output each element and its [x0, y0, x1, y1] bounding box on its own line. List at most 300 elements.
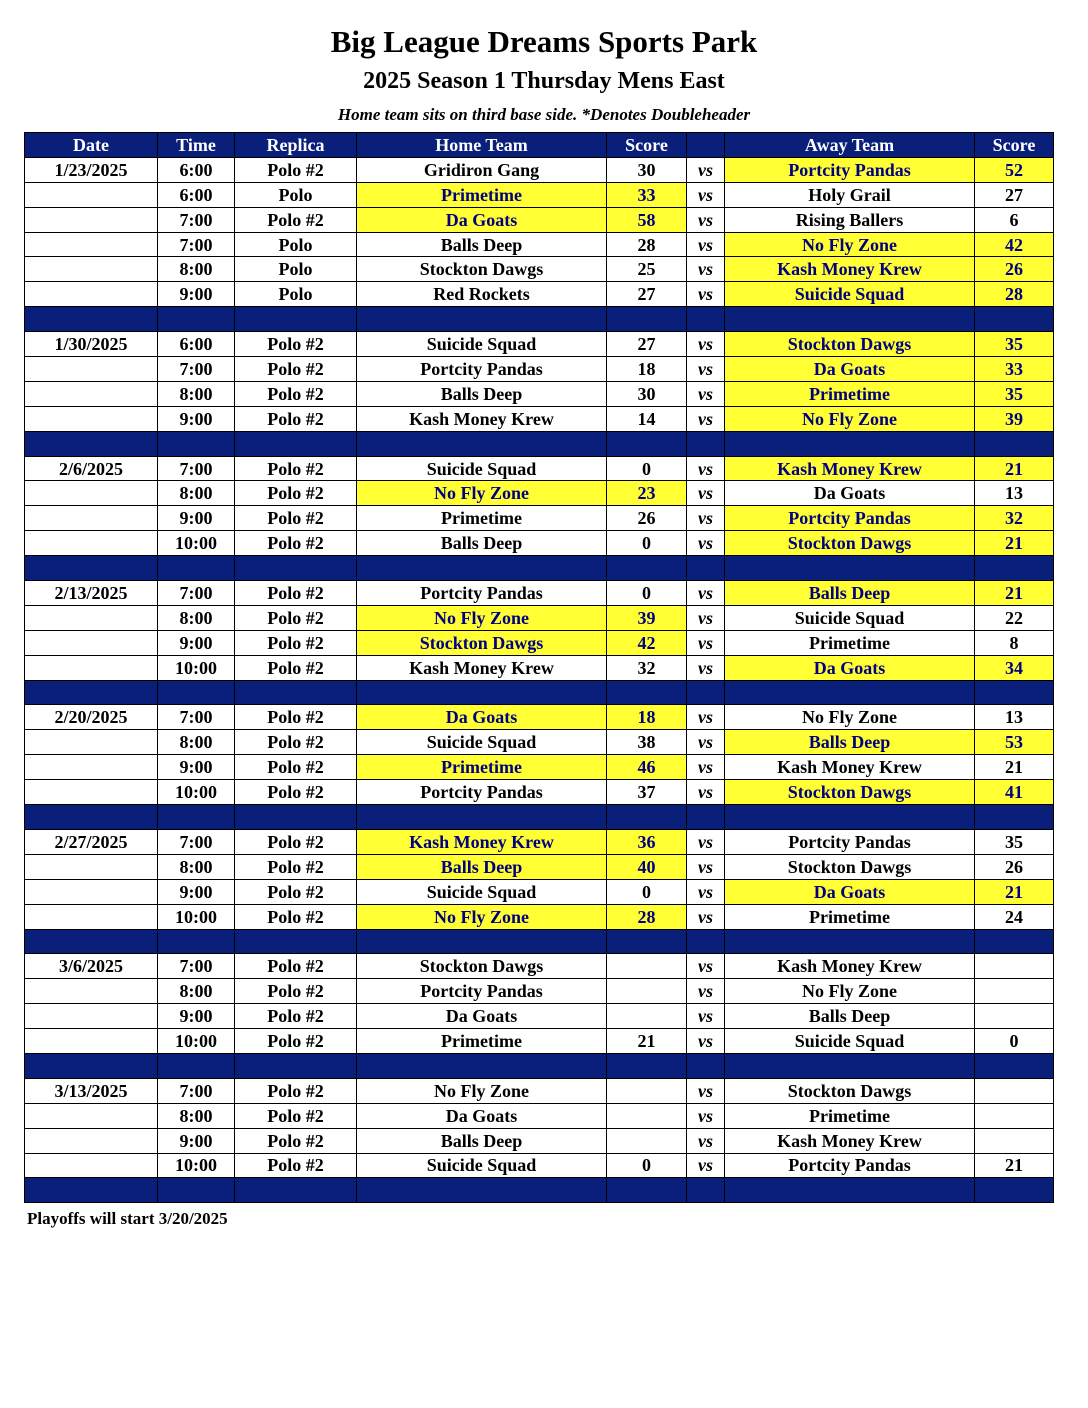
time-cell: 8:00 — [158, 1103, 235, 1128]
time-cell: 7:00 — [158, 954, 235, 979]
separator-cell — [357, 1053, 607, 1078]
column-header-time: Time — [158, 133, 235, 158]
vs-cell: vs — [687, 954, 725, 979]
away-team-cell: Balls Deep — [725, 1004, 975, 1029]
away-score-cell: 53 — [975, 730, 1054, 755]
date-cell — [25, 257, 158, 282]
separator-cell — [357, 929, 607, 954]
date-cell: 1/30/2025 — [25, 332, 158, 357]
separator-cell — [357, 1178, 607, 1203]
separator-cell — [607, 431, 687, 456]
vs-cell: vs — [687, 904, 725, 929]
time-cell: 8:00 — [158, 854, 235, 879]
table-row — [25, 655, 1054, 680]
table-row — [25, 381, 1054, 406]
column-header-date: Date — [25, 133, 158, 158]
separator-cell — [607, 556, 687, 581]
separator-cell — [235, 1178, 357, 1203]
away-team-cell: No Fly Zone — [725, 705, 975, 730]
separator-cell — [25, 431, 158, 456]
time-cell: 9:00 — [158, 1004, 235, 1029]
separator-cell — [687, 680, 725, 705]
schedule-table — [24, 132, 1054, 1203]
date-cell — [25, 904, 158, 929]
away-score-cell: 32 — [975, 506, 1054, 531]
replica-cell: Polo #2 — [235, 954, 357, 979]
away-score-cell: 8 — [975, 630, 1054, 655]
home-team-cell: Balls Deep — [357, 854, 607, 879]
home-score-cell: 28 — [607, 232, 687, 257]
away-team-cell: Stockton Dawgs — [725, 531, 975, 556]
date-cell — [25, 357, 158, 382]
home-team-cell: Portcity Pandas — [357, 979, 607, 1004]
separator-cell — [975, 929, 1054, 954]
away-team-cell: Da Goats — [725, 879, 975, 904]
replica-cell: Polo — [235, 182, 357, 207]
away-team-cell: Primetime — [725, 630, 975, 655]
home-score-cell: 0 — [607, 531, 687, 556]
replica-cell: Polo #2 — [235, 357, 357, 382]
date-cell — [25, 531, 158, 556]
separator-cell — [975, 1178, 1054, 1203]
table-row — [25, 755, 1054, 780]
separator-cell — [687, 929, 725, 954]
away-team-cell: No Fly Zone — [725, 232, 975, 257]
separator-cell — [357, 307, 607, 332]
away-team-cell: Da Goats — [725, 655, 975, 680]
table-row — [25, 630, 1054, 655]
separator-cell — [607, 680, 687, 705]
table-row — [25, 182, 1054, 207]
date-cell: 2/13/2025 — [25, 581, 158, 606]
date-cell: 3/13/2025 — [25, 1078, 158, 1103]
vs-cell: vs — [687, 605, 725, 630]
home-score-cell: 58 — [607, 207, 687, 232]
away-team-cell: Portcity Pandas — [725, 829, 975, 854]
time-cell: 9:00 — [158, 282, 235, 307]
time-cell: 9:00 — [158, 406, 235, 431]
home-team-cell: Red Rockets — [357, 282, 607, 307]
replica-cell: Polo #2 — [235, 904, 357, 929]
separator-cell — [25, 680, 158, 705]
away-score-cell: 6 — [975, 207, 1054, 232]
separator-cell — [607, 307, 687, 332]
replica-cell: Polo #2 — [235, 207, 357, 232]
separator-cell — [975, 680, 1054, 705]
away-score-cell: 24 — [975, 904, 1054, 929]
home-team-cell: Balls Deep — [357, 381, 607, 406]
table-row — [25, 1029, 1054, 1054]
vs-cell: vs — [687, 257, 725, 282]
replica-cell: Polo #2 — [235, 1103, 357, 1128]
week-separator-row — [25, 307, 1054, 332]
home-team-cell: No Fly Zone — [357, 481, 607, 506]
home-team-cell: Balls Deep — [357, 232, 607, 257]
away-score-cell — [975, 954, 1054, 979]
date-cell — [25, 481, 158, 506]
away-team-cell: Kash Money Krew — [725, 257, 975, 282]
week-separator-row — [25, 805, 1054, 830]
away-team-cell: Portcity Pandas — [725, 506, 975, 531]
replica-cell: Polo #2 — [235, 381, 357, 406]
separator-cell — [25, 1178, 158, 1203]
time-cell: 10:00 — [158, 655, 235, 680]
home-score-cell: 18 — [607, 357, 687, 382]
separator-cell — [158, 1178, 235, 1203]
date-cell: 2/20/2025 — [25, 705, 158, 730]
separator-cell — [235, 1053, 357, 1078]
time-cell: 8:00 — [158, 730, 235, 755]
date-cell — [25, 1103, 158, 1128]
table-row — [25, 456, 1054, 481]
replica-cell: Polo #2 — [235, 406, 357, 431]
home-score-cell: 21 — [607, 1029, 687, 1054]
home-team-cell: Primetime — [357, 1029, 607, 1054]
home-team-cell: Gridiron Gang — [357, 157, 607, 182]
week-separator-row — [25, 1178, 1054, 1203]
vs-cell: vs — [687, 1128, 725, 1153]
home-team-cell: Suicide Squad — [357, 730, 607, 755]
separator-cell — [607, 1178, 687, 1203]
away-team-cell: Stockton Dawgs — [725, 332, 975, 357]
home-score-cell: 0 — [607, 581, 687, 606]
replica-cell: Polo #2 — [235, 630, 357, 655]
home-score-cell: 0 — [607, 456, 687, 481]
table-row — [25, 1103, 1054, 1128]
time-cell: 8:00 — [158, 481, 235, 506]
separator-cell — [25, 1053, 158, 1078]
separator-cell — [235, 805, 357, 830]
time-cell: 6:00 — [158, 182, 235, 207]
replica-cell: Polo #2 — [235, 332, 357, 357]
time-cell: 9:00 — [158, 755, 235, 780]
home-score-cell: 27 — [607, 332, 687, 357]
time-cell: 8:00 — [158, 257, 235, 282]
away-score-cell: 21 — [975, 531, 1054, 556]
date-cell — [25, 207, 158, 232]
separator-cell — [158, 431, 235, 456]
separator-cell — [25, 556, 158, 581]
home-team-cell: No Fly Zone — [357, 904, 607, 929]
time-cell: 7:00 — [158, 232, 235, 257]
away-score-cell: 26 — [975, 854, 1054, 879]
home-score-cell: 39 — [607, 605, 687, 630]
table-row — [25, 1078, 1054, 1103]
separator-cell — [975, 1053, 1054, 1078]
away-score-cell: 27 — [975, 182, 1054, 207]
week-separator-row — [25, 1053, 1054, 1078]
separator-cell — [975, 307, 1054, 332]
date-cell — [25, 1153, 158, 1178]
separator-cell — [357, 431, 607, 456]
away-team-cell: Kash Money Krew — [725, 1128, 975, 1153]
separator-cell — [357, 556, 607, 581]
table-row — [25, 954, 1054, 979]
away-score-cell: 21 — [975, 755, 1054, 780]
separator-cell — [357, 805, 607, 830]
separator-cell — [725, 929, 975, 954]
replica-cell: Polo #2 — [235, 605, 357, 630]
time-cell: 9:00 — [158, 879, 235, 904]
vs-cell: vs — [687, 879, 725, 904]
replica-cell: Polo #2 — [235, 581, 357, 606]
replica-cell: Polo #2 — [235, 755, 357, 780]
date-cell — [25, 1029, 158, 1054]
separator-cell — [687, 556, 725, 581]
away-team-cell: No Fly Zone — [725, 979, 975, 1004]
home-score-cell: 42 — [607, 630, 687, 655]
home-score-cell — [607, 1004, 687, 1029]
vs-cell: vs — [687, 730, 725, 755]
home-team-cell: Suicide Squad — [357, 456, 607, 481]
column-header-vs — [687, 133, 725, 158]
vs-cell: vs — [687, 481, 725, 506]
replica-cell: Polo — [235, 257, 357, 282]
separator-cell — [607, 929, 687, 954]
separator-cell — [725, 556, 975, 581]
separator-cell — [158, 805, 235, 830]
time-cell: 10:00 — [158, 1029, 235, 1054]
separator-cell — [235, 556, 357, 581]
vs-cell: vs — [687, 182, 725, 207]
away-score-cell: 35 — [975, 829, 1054, 854]
time-cell: 6:00 — [158, 157, 235, 182]
time-cell: 7:00 — [158, 1078, 235, 1103]
vs-cell: vs — [687, 705, 725, 730]
replica-cell: Polo #2 — [235, 481, 357, 506]
table-row — [25, 481, 1054, 506]
table-row — [25, 829, 1054, 854]
separator-cell — [607, 1053, 687, 1078]
table-row — [25, 357, 1054, 382]
separator-cell — [975, 805, 1054, 830]
away-team-cell: Balls Deep — [725, 581, 975, 606]
separator-cell — [725, 680, 975, 705]
playoffs-note: Playoffs will start 3/20/2025 — [27, 1209, 228, 1228]
home-team-cell: No Fly Zone — [357, 605, 607, 630]
date-cell — [25, 854, 158, 879]
table-row — [25, 506, 1054, 531]
time-cell: 7:00 — [158, 207, 235, 232]
away-team-cell: Rising Ballers — [725, 207, 975, 232]
away-score-cell: 33 — [975, 357, 1054, 382]
date-cell — [25, 232, 158, 257]
table-row — [25, 780, 1054, 805]
home-team-cell: Stockton Dawgs — [357, 630, 607, 655]
vs-cell: vs — [687, 381, 725, 406]
away-score-cell: 21 — [975, 1153, 1054, 1178]
vs-cell: vs — [687, 1004, 725, 1029]
separator-cell — [725, 1178, 975, 1203]
home-score-cell — [607, 979, 687, 1004]
vs-cell: vs — [687, 406, 725, 431]
date-cell — [25, 1128, 158, 1153]
separator-cell — [725, 1053, 975, 1078]
separator-cell — [687, 431, 725, 456]
home-score-cell: 23 — [607, 481, 687, 506]
away-score-cell: 13 — [975, 481, 1054, 506]
date-cell — [25, 979, 158, 1004]
separator-cell — [158, 680, 235, 705]
home-score-cell: 0 — [607, 879, 687, 904]
away-team-cell: Da Goats — [725, 357, 975, 382]
time-cell: 9:00 — [158, 630, 235, 655]
column-header-replica: Replica — [235, 133, 357, 158]
date-cell: 2/6/2025 — [25, 456, 158, 481]
table-row — [25, 1153, 1054, 1178]
schedule-note: Home team sits on third base side. *Denotes Doubleheader — [337, 105, 751, 124]
home-score-cell: 27 — [607, 282, 687, 307]
home-score-cell — [607, 1078, 687, 1103]
schedule-body — [25, 157, 1054, 1202]
away-team-cell: Holy Grail — [725, 182, 975, 207]
away-team-cell: Kash Money Krew — [725, 755, 975, 780]
vs-cell: vs — [687, 581, 725, 606]
page-subtitle: 2025 Season 1 Thursday Mens East — [363, 68, 725, 94]
away-team-cell: Da Goats — [725, 481, 975, 506]
away-score-cell: 21 — [975, 456, 1054, 481]
time-cell: 10:00 — [158, 1153, 235, 1178]
replica-cell: Polo #2 — [235, 506, 357, 531]
column-header-away-team: Away Team — [725, 133, 975, 158]
page-title: Big League Dreams Sports Park — [330, 24, 758, 59]
replica-cell: Polo #2 — [235, 979, 357, 1004]
vs-cell: vs — [687, 207, 725, 232]
home-score-cell: 30 — [607, 381, 687, 406]
column-header-home-team: Home Team — [357, 133, 607, 158]
away-score-cell: 26 — [975, 257, 1054, 282]
separator-cell — [235, 307, 357, 332]
separator-cell — [607, 805, 687, 830]
table-row — [25, 1128, 1054, 1153]
home-score-cell: 40 — [607, 854, 687, 879]
away-team-cell: Portcity Pandas — [725, 1153, 975, 1178]
date-cell — [25, 506, 158, 531]
home-team-cell: Primetime — [357, 755, 607, 780]
away-score-cell — [975, 979, 1054, 1004]
away-team-cell: Kash Money Krew — [725, 456, 975, 481]
home-team-cell: Primetime — [357, 506, 607, 531]
separator-cell — [235, 929, 357, 954]
week-separator-row — [25, 556, 1054, 581]
time-cell: 9:00 — [158, 506, 235, 531]
vs-cell: vs — [687, 282, 725, 307]
table-row — [25, 904, 1054, 929]
away-score-cell: 34 — [975, 655, 1054, 680]
home-team-cell: Portcity Pandas — [357, 780, 607, 805]
away-score-cell: 35 — [975, 332, 1054, 357]
table-row — [25, 730, 1054, 755]
home-team-cell: Da Goats — [357, 705, 607, 730]
table-row — [25, 207, 1054, 232]
away-team-cell: Stockton Dawgs — [725, 1078, 975, 1103]
date-cell — [25, 282, 158, 307]
home-score-cell: 0 — [607, 1153, 687, 1178]
vs-cell: vs — [687, 357, 725, 382]
home-score-cell — [607, 1103, 687, 1128]
vs-cell: vs — [687, 655, 725, 680]
home-team-cell: Portcity Pandas — [357, 357, 607, 382]
replica-cell: Polo #2 — [235, 1128, 357, 1153]
away-score-cell: 21 — [975, 581, 1054, 606]
away-team-cell: Primetime — [725, 1103, 975, 1128]
away-score-cell — [975, 1078, 1054, 1103]
vs-cell: vs — [687, 854, 725, 879]
date-cell — [25, 730, 158, 755]
time-cell: 10:00 — [158, 904, 235, 929]
away-score-cell: 28 — [975, 282, 1054, 307]
replica-cell: Polo #2 — [235, 1078, 357, 1103]
separator-cell — [158, 307, 235, 332]
home-team-cell: Suicide Squad — [357, 332, 607, 357]
date-cell — [25, 780, 158, 805]
away-team-cell: No Fly Zone — [725, 406, 975, 431]
separator-cell — [725, 307, 975, 332]
away-team-cell: Balls Deep — [725, 730, 975, 755]
away-score-cell: 21 — [975, 879, 1054, 904]
replica-cell: Polo #2 — [235, 1153, 357, 1178]
away-team-cell: Portcity Pandas — [725, 157, 975, 182]
time-cell: 9:00 — [158, 1128, 235, 1153]
separator-cell — [687, 1053, 725, 1078]
vs-cell: vs — [687, 1078, 725, 1103]
replica-cell: Polo #2 — [235, 705, 357, 730]
away-team-cell: Suicide Squad — [725, 605, 975, 630]
away-score-cell: 13 — [975, 705, 1054, 730]
separator-cell — [158, 1053, 235, 1078]
away-score-cell: 39 — [975, 406, 1054, 431]
home-score-cell: 32 — [607, 655, 687, 680]
table-row — [25, 854, 1054, 879]
replica-cell: Polo #2 — [235, 1029, 357, 1054]
table-row — [25, 406, 1054, 431]
time-cell: 7:00 — [158, 705, 235, 730]
vs-cell: vs — [687, 1029, 725, 1054]
vs-cell: vs — [687, 780, 725, 805]
home-team-cell: Kash Money Krew — [357, 655, 607, 680]
date-cell: 1/23/2025 — [25, 157, 158, 182]
replica-cell: Polo — [235, 282, 357, 307]
date-cell — [25, 630, 158, 655]
separator-cell — [158, 929, 235, 954]
away-score-cell: 52 — [975, 157, 1054, 182]
vs-cell: vs — [687, 630, 725, 655]
vs-cell: vs — [687, 332, 725, 357]
away-score-cell: 0 — [975, 1029, 1054, 1054]
date-cell: 3/6/2025 — [25, 954, 158, 979]
replica-cell: Polo #2 — [235, 531, 357, 556]
home-score-cell: 18 — [607, 705, 687, 730]
separator-cell — [25, 307, 158, 332]
time-cell: 10:00 — [158, 531, 235, 556]
separator-cell — [158, 556, 235, 581]
home-score-cell: 25 — [607, 257, 687, 282]
home-score-cell: 46 — [607, 755, 687, 780]
column-header-home-score: Score — [607, 133, 687, 158]
column-header-away-score: Score — [975, 133, 1054, 158]
away-score-cell — [975, 1004, 1054, 1029]
time-cell: 7:00 — [158, 357, 235, 382]
table-row — [25, 581, 1054, 606]
home-score-cell: 28 — [607, 904, 687, 929]
away-score-cell — [975, 1128, 1054, 1153]
date-cell — [25, 879, 158, 904]
separator-cell — [687, 805, 725, 830]
replica-cell: Polo #2 — [235, 829, 357, 854]
home-team-cell: Da Goats — [357, 207, 607, 232]
home-score-cell — [607, 954, 687, 979]
replica-cell: Polo — [235, 232, 357, 257]
